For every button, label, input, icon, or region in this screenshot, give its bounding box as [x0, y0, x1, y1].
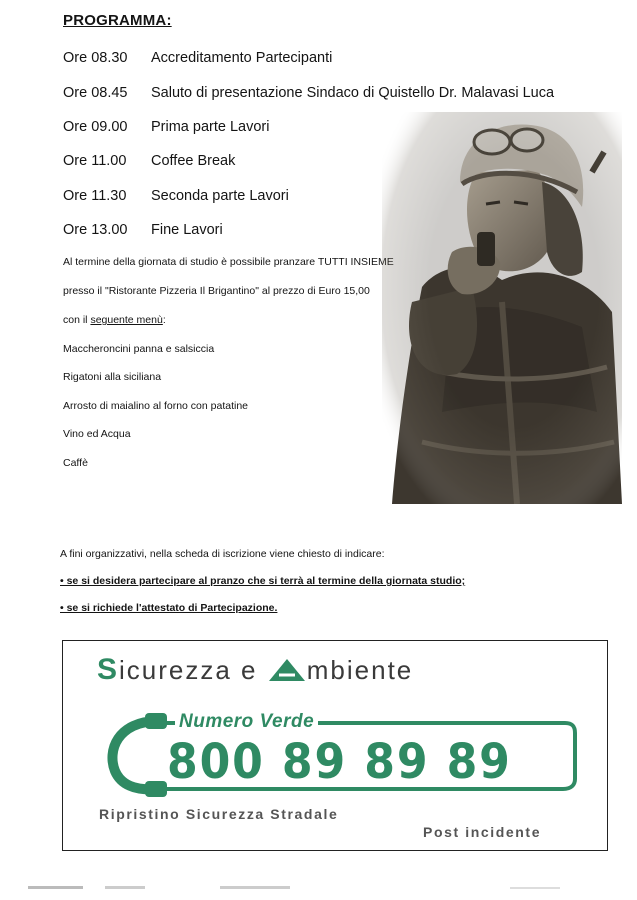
schedule-activity: Coffee Break: [151, 153, 236, 169]
registration-note: A fini organizzativi, nella scheda di iscrizione viene chiesto di indicare:: [60, 548, 385, 560]
schedule-time: Ore 11.00: [63, 153, 127, 169]
tagline-roadside: Ripristino Sicurezza Stradale: [99, 806, 339, 822]
lunch-text-2: presso il "Ristorante Pizzeria Il Brigantino" al prezzo di Euro 15,00: [63, 285, 370, 297]
triangle-a-icon: [267, 657, 307, 683]
schedule-row: [63, 222, 223, 238]
schedule-row: [63, 50, 332, 66]
lunch-text-1: Al termine della giornata di studio è possibile pranzare TUTTI INSIEME: [63, 256, 394, 268]
schedule-row: [63, 119, 269, 135]
menu-item: Rigatoni alla siciliana: [63, 371, 162, 383]
schedule-row: [63, 188, 289, 204]
menu-label: seguente menù: [90, 314, 163, 326]
programme-heading: PROGRAMMA:: [63, 12, 172, 29]
tagline-post-accident: Post incidente: [423, 824, 542, 840]
sponsor-ad: [62, 640, 608, 851]
menu-item: Maccheroncini panna e salsiccia: [63, 343, 215, 355]
menu-item: Caffè: [63, 457, 88, 469]
lunch-text-3: [63, 314, 166, 326]
menu-item: Arrosto di maialino al forno con patatine: [63, 400, 249, 412]
schedule-row: [63, 85, 554, 101]
schedule-time: Ore 08.30: [63, 50, 128, 66]
schedule-time: Ore 13.00: [63, 222, 128, 238]
registration-bullet-lunch: • se si desidera partecipare al pranzo che si terrà al termine della giornata studio;: [60, 575, 466, 587]
lunch-text-3-suffix: :: [162, 314, 166, 326]
menu-item: Vino ed Acqua: [63, 428, 131, 440]
scan-artifacts: [0, 880, 637, 900]
registration-bullet-certificate: • se si richiede l'attestato di Partecipazione.: [60, 602, 278, 614]
brand-logo-text-2: mbiente: [306, 655, 414, 685]
schedule-activity: Prima parte Lavori: [151, 119, 270, 135]
rider-photo: [382, 112, 622, 504]
brand-logo: [97, 653, 597, 687]
schedule-row: [63, 153, 235, 169]
schedule-activity: Accreditamento Partecipanti: [151, 50, 333, 66]
brand-logo-text-1: icurezza e: [119, 655, 258, 685]
brand-logo-s-letter: S: [97, 653, 120, 686]
schedule-time: Ore 11.30: [63, 188, 127, 204]
toll-free-label: Numero Verde: [175, 711, 318, 733]
schedule-activity: Seconda parte Lavori: [151, 188, 289, 204]
phone-number: 800 89 89 89: [167, 734, 512, 790]
schedule-time: Ore 08.45: [63, 85, 128, 101]
schedule-activity: Saluto di presentazione Sindaco di Quistello Dr. Malavasi Luca: [151, 85, 555, 101]
lunch-text-3-prefix: con il: [63, 314, 91, 326]
schedule-activity: Fine Lavori: [151, 222, 223, 238]
schedule-time: Ore 09.00: [63, 119, 128, 135]
